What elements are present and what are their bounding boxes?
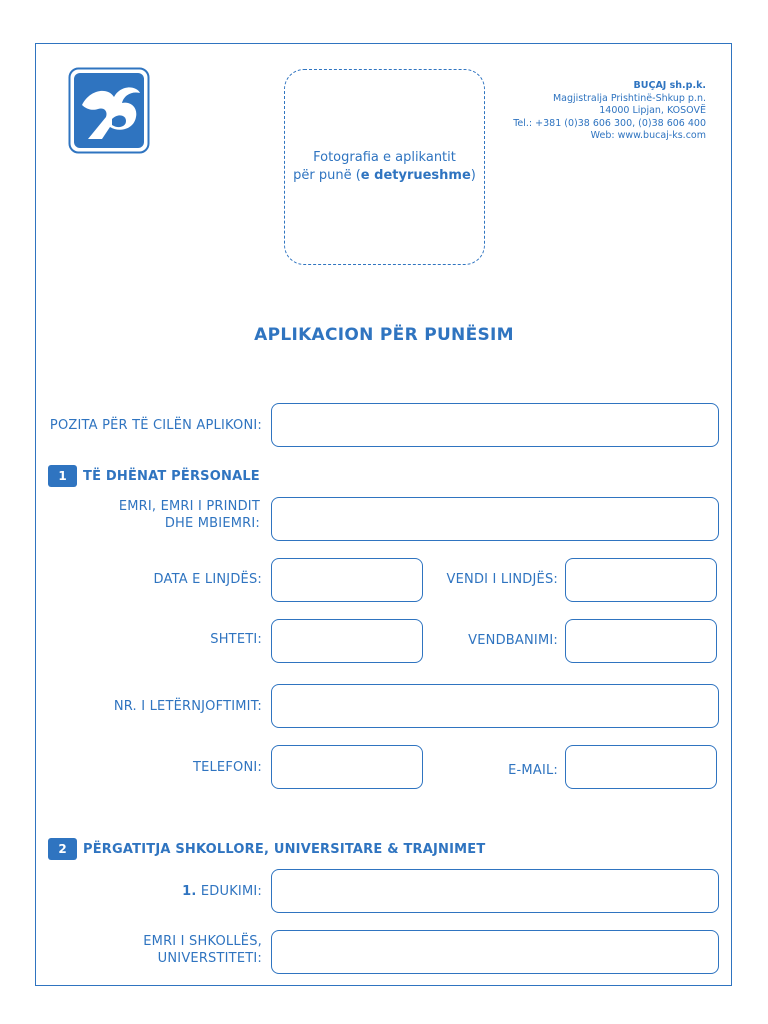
id-number-label: NR. I LETËRNJOFTIMIT: xyxy=(113,699,262,714)
full-name-label-line-1: EMRI, EMRI I PRINDIT xyxy=(118,499,260,514)
education-label-text: EDUKIMI: xyxy=(196,884,262,899)
phone-label: TELEFONI: xyxy=(192,760,262,775)
residence-label: VENDBANIMI: xyxy=(468,633,558,648)
phone-field[interactable] xyxy=(271,745,423,789)
page-title: APLIKACION PËR PUNËSIM xyxy=(254,325,514,345)
company-address-1: Magjistralja Prishtinë-Shkup p.n. xyxy=(552,92,706,104)
section-2-badge: 2 xyxy=(48,838,77,860)
position-field[interactable] xyxy=(271,403,719,447)
photo-caption-line-2 xyxy=(293,167,476,185)
section-1-badge: 1 xyxy=(48,465,77,487)
school-name-label-line-1: EMRI I SHKOLLËS, xyxy=(143,934,262,949)
section-1-title: TË DHËNAT PËRSONALE xyxy=(83,468,260,484)
photo-placeholder[interactable] xyxy=(284,69,485,265)
company-web: Web: www.bucaj-ks.com xyxy=(590,130,706,141)
school-name-label xyxy=(40,933,262,967)
company-address-2: 14000 Lipjan, KOSOVË xyxy=(599,105,706,116)
company-info xyxy=(513,80,706,143)
photo-caption-suffix: ) xyxy=(470,168,476,183)
birthdate-label: DATA E LINJDËS: xyxy=(153,572,262,587)
education-label xyxy=(40,883,262,900)
section-2-title: PËRGATITJA SHKOLLORE, UNIVERSITARE & TRAJNIMET xyxy=(83,841,486,857)
company-phone: Tel.: +381 (0)38 606 300, (0)38 606 400 xyxy=(513,117,706,129)
email-label: E-MAIL: xyxy=(508,763,558,778)
residence-field[interactable] xyxy=(565,619,717,663)
school-name-label-line-2: UNIVERSTITETI: xyxy=(157,951,262,966)
position-label: POZITA PËR TË CILËN APLIKONI: xyxy=(49,418,262,433)
id-number-field[interactable] xyxy=(271,684,719,728)
company-name: BUÇAJ sh.p.k. xyxy=(633,80,706,91)
full-name-label-line-2: DHE MBIEMRI: xyxy=(164,516,260,531)
section-1-header xyxy=(48,465,260,487)
birthplace-field[interactable] xyxy=(565,558,717,602)
email-field[interactable] xyxy=(565,745,717,789)
section-2-header xyxy=(48,838,485,860)
photo-required-text: e detyrueshme xyxy=(360,168,471,183)
education-number: 1. xyxy=(182,884,197,899)
school-name-field[interactable] xyxy=(271,930,719,974)
country-label: SHTETI: xyxy=(210,632,262,647)
birthdate-field[interactable] xyxy=(271,558,423,602)
company-logo xyxy=(68,67,150,154)
country-field[interactable] xyxy=(271,619,423,663)
photo-caption-line-1: Fotografia e aplikantit xyxy=(313,150,456,165)
full-name-field[interactable] xyxy=(271,497,719,541)
photo-caption-prefix: për punë ( xyxy=(293,168,361,183)
birthplace-label: VENDI I LINDJËS: xyxy=(446,572,558,587)
full-name-label xyxy=(40,498,260,532)
education-field[interactable] xyxy=(271,869,719,913)
